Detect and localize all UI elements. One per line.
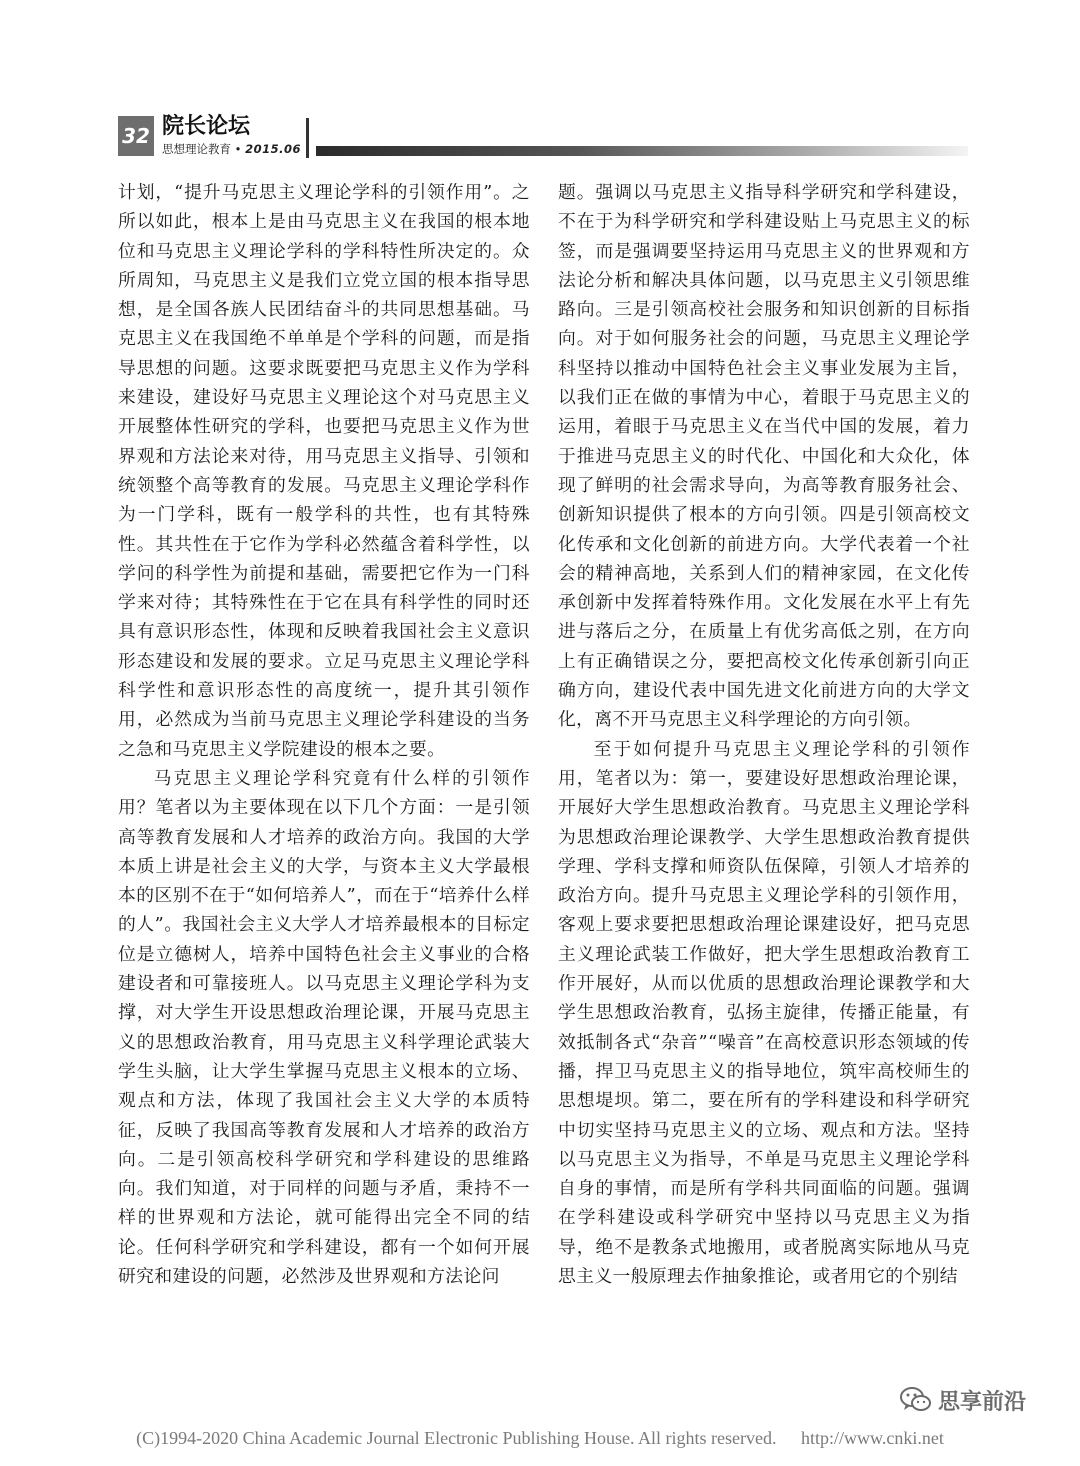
page-header bbox=[118, 112, 968, 162]
left-column bbox=[118, 178, 530, 1291]
copyright-text: (C)1994-2020 China Academic Journal Electronic Publishing House. All rights reserved. bbox=[136, 1428, 777, 1448]
right-column bbox=[558, 178, 970, 1291]
paragraph: 马克思主义理论学科究竟有什么样的引领作用？笔者以为主要体现在以下几个方面：一是引领高等教育发展和人才培养的政治方向。我国的大学本质上讲是社会主义的大学，与资本主义大学最根本的区别不在于“如何培养人”，而在于“培养什么样的人”。我国社会主义大学人才培养最根本的目标定位是立德树人，培养中国特色社会主义事业的合格建设者和可靠接班人。以马克思主义理论学科为支撑，对大学生开设思想政治理论课，开展马克思主义的思想政治教育，用马克思主义科学理论武装大学生头脑，让大学生掌握马克思主义根本的立场、观点和方法，体现了我国社会主义大学的本质特征，反映了我国高等教育发展和人才培养的政治方向。二是引领高校科学研究和学科建设的思维路向。我们知道，对于同样的问题与矛盾，秉持不一样的世界观和方法论，就可能得出完全不同的结论。任何科学研究和学科建设，都有一个如何开展研究和建设的问题，必然涉及世界观和方法论问 bbox=[118, 767, 530, 1287]
copyright-footer bbox=[0, 1428, 1080, 1449]
header-divider bbox=[306, 118, 309, 158]
journal-issue-line bbox=[162, 142, 301, 156]
page-number: 32 bbox=[118, 116, 154, 156]
cnki-url[interactable]: http://www.cnki.net bbox=[801, 1428, 944, 1448]
section-title: 院长论坛 bbox=[162, 114, 251, 139]
issue-number: 2015.06 bbox=[245, 142, 301, 156]
wechat-watermark bbox=[900, 1380, 1026, 1420]
journal-name: 思想理论教育 bbox=[162, 142, 231, 156]
watermark-text: 思享前沿 bbox=[938, 1389, 1027, 1415]
header-gradient-bar bbox=[316, 146, 968, 156]
paragraph: 题。强调以马克思主义指导科学研究和学科建设，不在于为科学研究和学科建设贴上马克思主义的标签，而是强调要坚持运用马克思主义的世界观和方法论分析和解决具体问题，以马克思主义引领思维路向。三是引领高校社会服务和知识创新的目标指向。对于如何服务社会的问题，马克思主义理论学科坚持以推动中国特色社会主义事业发展为主旨，以我们正在做的事情为中心，着眼于马克思主义的运用，着眼于马克思主义在当代中国的发展，着力于推进马克思主义的时代化、中国化和大众化，体现了鲜明的社会需求导向，为高等教育服务社会、创新知识提供了根本的方向引领。四是引领高校文化传承和文化创新的前进方向。大学代表着一个社会的精神高地，关系到人们的精神家园，在文化传承创新中发挥着特殊作用。文化发展在水平上有先进与落后之分，在质量上有优劣高低之别，在方向上有正确错误之分，要把高校文化传承创新引向正确方向，建设代表中国先进文化前进方向的大学文化，离不开马克思主义科学理论的方向引领。 bbox=[558, 182, 970, 731]
paragraph: 计划，“提升马克思主义理论学科的引领作用”。之所以如此，根本上是由马克思主义在我国的根本地位和马克思主义理论学科的学科特性所决定的。众所周知，马克思主义是我们立党立国的根本指导思想，是全国各族人民团结奋斗的共同思想基础。马克思主义在我国绝不单单是个学科的问题，而是指导思想的问题。这要求既要把马克思主义作为学科来建设，建设好马克思主义理论这个对马克思主义开展整体性研究的学科，也要把马克思主义作为世界观和方法论来对待，用马克思主义指导、引领和统领整个高等教育的发展。马克思主义理论学科作为一门学科，既有一般学科的共性，也有其特殊性。其共性在于它作为学科必然蕴含着科学性，以学问的科学性为前提和基础，需要把它作为一门科学来对待；其特殊性在于它在具有科学性的同时还具有意识形态性，体现和反映着我国社会主义意识形态建设和发展的要求。立足马克思主义理论学科科学性和意识形态性的高度统一，提升其引领作用，必然成为当前马克思主义理论学科建设的当务之急和马克思主义学院建设的根本之要。 bbox=[118, 182, 530, 760]
wechat-icon bbox=[900, 1386, 932, 1414]
paragraph: 至于如何提升马克思主义理论学科的引领作用，笔者以为：第一，要建设好思想政治理论课，开展好大学生思想政治教育。马克思主义理论学科为思想政治理论课教学、大学生思想政治教育提供学理、学科支撑和师资队伍保障，引领人才培养的政治方向。提升马克思主义理论学科的引领作用，客观上要求要把思想政治理论课建设好，把马克思主义理论武装工作做好，把大学生思想政治教育工作开展好，从而以优质的思想政治理论课教学和大学生思想政治教育，弘扬主旋律，传播正能量，有效抵制各式“杂音”“噪音”在高校意识形态领域的传播，捍卫马克思主义的指导地位，筑牢高校师生的思想堤坝。第二，要在所有的学科建设和科学研究中切实坚持马克思主义的立场、观点和方法。坚持以马克思主义为指导，不单是马克思主义理论学科自身的事情，而是所有学科共同面临的问题。强调在学科建设或科学研究中坚持以马克思主义为指导，绝不是教条式地搬用，或者脱离实际地从马克思主义一般原理去作抽象推论，或者用它的个别结 bbox=[558, 738, 970, 1287]
separator-dot: • bbox=[234, 142, 242, 156]
